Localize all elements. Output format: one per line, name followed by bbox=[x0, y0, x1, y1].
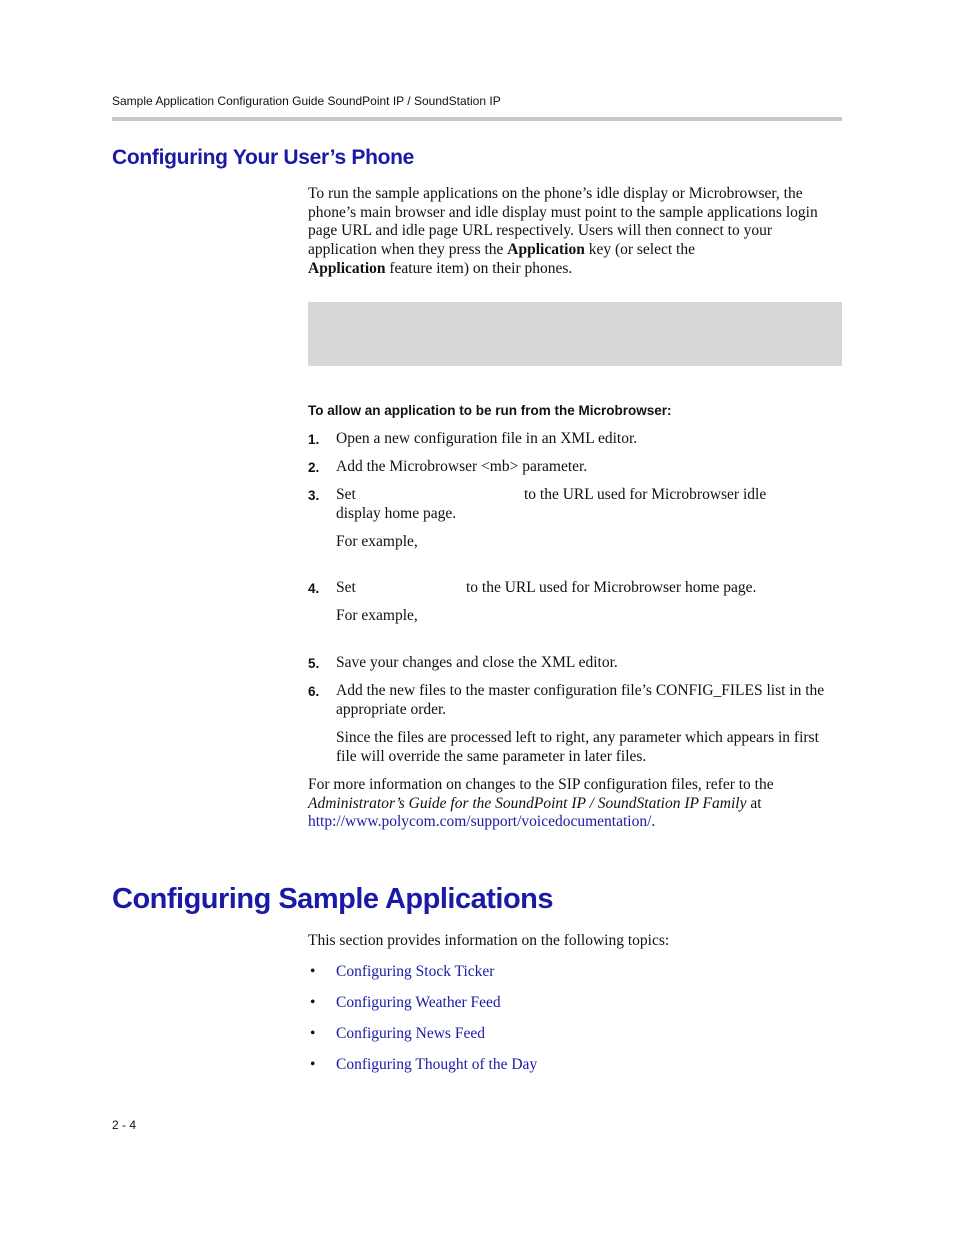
section-heading-configuring-phone: Configuring Your User’s Phone bbox=[112, 146, 415, 169]
admin-guide-title: Administrator’s Guide for the SoundPoint IP / SoundStation IP Family bbox=[308, 794, 747, 812]
step-number: 5. bbox=[308, 656, 320, 671]
more-info-text: For more information on changes to the SIP configuration files, refer to the bbox=[308, 776, 774, 793]
step-text: Add the new files to the master configuration file’s CONFIG_FILES list in the appropriate order. bbox=[336, 682, 825, 718]
step-number: 2. bbox=[308, 460, 320, 475]
topic-link-thought-of-the-day[interactable]: Configuring Thought of the Day bbox=[336, 1056, 538, 1073]
step-text-url-idle: to the URL used for Microbrowser idle bbox=[524, 486, 767, 503]
page-number: 2 - 4 bbox=[112, 1118, 137, 1132]
bullet-icon: • bbox=[310, 1025, 316, 1042]
polycom-doc-link[interactable]: http://www.polycom.com/support/voicedocumentation/ bbox=[308, 813, 652, 831]
step-number: 4. bbox=[308, 581, 320, 596]
bullet-icon: • bbox=[310, 994, 316, 1011]
more-info-period: . bbox=[651, 813, 656, 831]
step-text-set: Set bbox=[336, 486, 356, 503]
step-number: 1. bbox=[308, 432, 320, 447]
bullet-icon: • bbox=[310, 963, 316, 980]
step-3-example: For example, bbox=[336, 533, 418, 550]
topic-link-stock-ticker[interactable]: Configuring Stock Ticker bbox=[336, 963, 495, 980]
step-text-set: Set bbox=[336, 579, 356, 596]
step-6-note: Since the files are processed left to right, any parameter which appears in first file will override the same parameter in later files. bbox=[336, 729, 819, 765]
intro-text-1: To run the sample applications on the phone’s idle display or Microbrowser, the phone’s main browser and idle display must point to the sample applications login page URL and idle page URL respectively. Users will then connect to your application when they press the bbox=[308, 185, 818, 259]
running-header: Sample Application Configuration Guide SoundPoint IP / SoundStation IP bbox=[112, 94, 501, 108]
note-box bbox=[308, 302, 842, 366]
step-text: Add the Microbrowser <mb> parameter. bbox=[336, 458, 588, 475]
step-text-url-home: to the URL used for Microbrowser home page. bbox=[466, 579, 757, 596]
intro-paragraph bbox=[308, 185, 844, 279]
procedure-title: To allow an application to be run from the Microbrowser: bbox=[308, 403, 672, 418]
step-text: Save your changes and close the XML editor. bbox=[336, 654, 618, 671]
step-4-example: For example, bbox=[336, 607, 418, 624]
intro-text-3: feature item) on their phones. bbox=[385, 259, 573, 277]
topics-intro: This section provides information on the following topics: bbox=[308, 932, 670, 949]
step-text: Open a new configuration file in an XML editor. bbox=[336, 430, 638, 447]
intro-bold-application-2: Application bbox=[308, 259, 386, 277]
header-rule bbox=[112, 117, 842, 121]
more-info-paragraph bbox=[308, 776, 844, 832]
step-number: 3. bbox=[308, 488, 320, 503]
section-heading-sample-applications: Configuring Sample Applications bbox=[112, 883, 553, 915]
intro-text-2: key (or select the bbox=[584, 241, 695, 259]
topic-link-weather-feed[interactable]: Configuring Weather Feed bbox=[336, 994, 501, 1011]
bullet-icon: • bbox=[310, 1056, 316, 1073]
more-info-at: at bbox=[746, 794, 762, 812]
intro-bold-application-1: Application bbox=[507, 241, 585, 259]
topic-link-news-feed[interactable]: Configuring News Feed bbox=[336, 1025, 485, 1042]
step-number: 6. bbox=[308, 684, 320, 699]
step-3-continuation: display home page. bbox=[336, 505, 457, 522]
